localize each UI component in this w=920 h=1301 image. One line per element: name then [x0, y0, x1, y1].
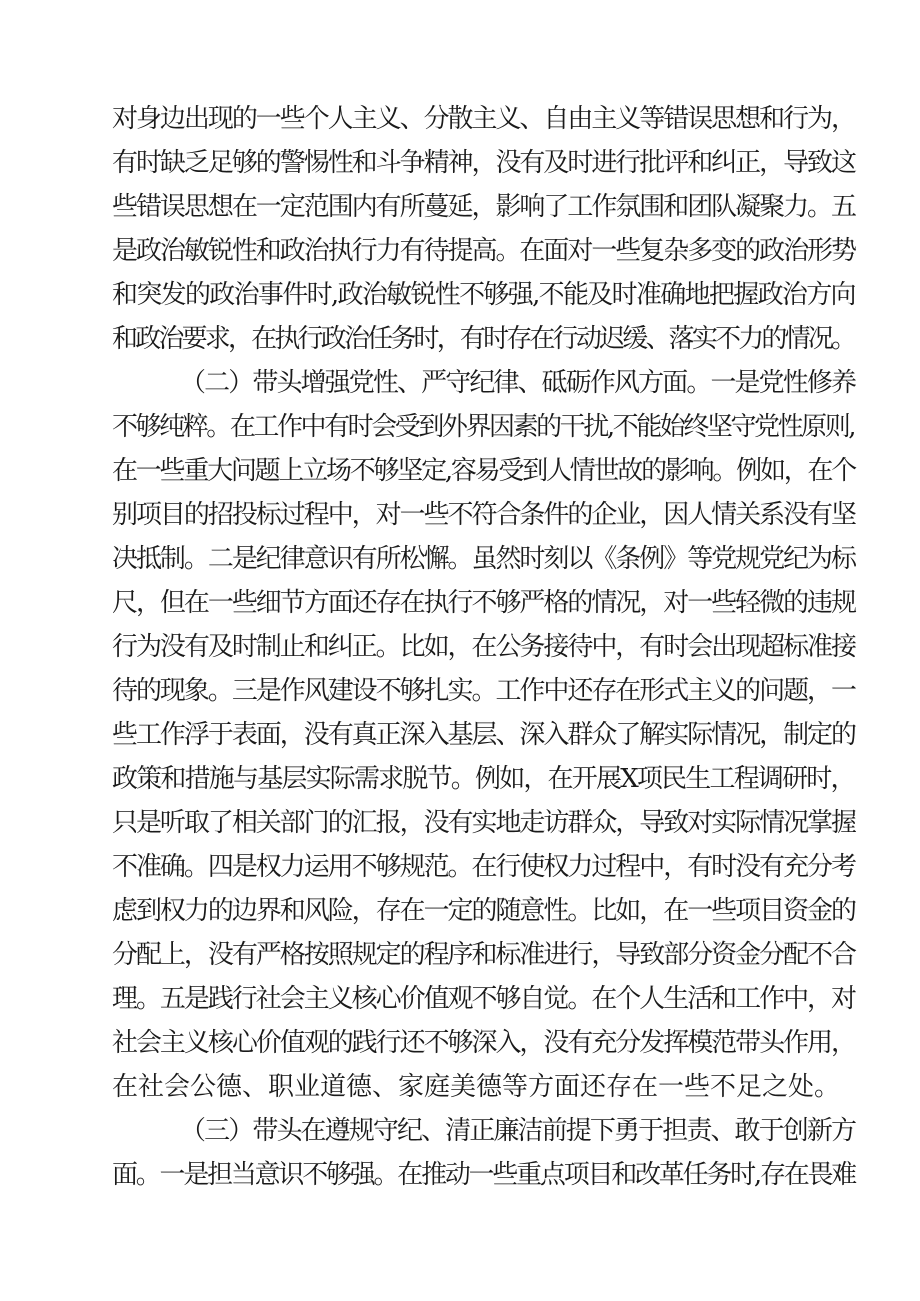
text-line: 不准确。四是权力运用不够规范。在行使权力过程中，有时没有充分考 — [112, 852, 855, 882]
text-line: 虑到权力的边界和风险，存在一定的随意性。比如，在一些项目资金的 — [112, 896, 855, 926]
text-line: 政策和措施与基层实际需求脱节。例如，在开展X项民生工程调研时， — [112, 764, 855, 794]
text-line: 在一些重大问题上立场不够坚定,容易受到人情世故的影响。例如，在个 — [112, 456, 856, 486]
text-line: 些错误思想在一定范围内有所蔓延，影响了工作氛围和团队凝聚力。五 — [112, 192, 855, 222]
text-line: 和突发的政治事件时,政治敏锐性不够强,不能及时准确地把握政治方向 — [112, 280, 855, 310]
text-line: 有时缺乏足够的警惕性和斗争精神，没有及时进行批评和纠正，导致这 — [112, 148, 855, 178]
text-line: 决抵制。二是纪律意识有所松懈。虽然时刻以《条例》等党规党纪为标 — [112, 544, 855, 574]
text-line: 些工作浮于表面，没有真正深入基层、深入群众了解实际情况，制定的 — [112, 720, 855, 750]
text-line: 尺，但在一些细节方面还存在执行不够严格的情况，对一些轻微的违规 — [112, 588, 855, 618]
text-line: 是政治敏锐性和政治执行力有待提高。在面对一些复杂多变的政治形势 — [112, 236, 855, 266]
text-line: 面。一是担当意识不够强。在推动一些重点项目和改革任务时,存在畏难 — [112, 1160, 856, 1190]
text-line: 只是听取了相关部门的汇报，没有实地走访群众，导致对实际情况掌握 — [112, 808, 855, 838]
text-line: 理。五是践行社会主义核心价值观不够自觉。在个人生活和工作中，对 — [112, 984, 855, 1014]
text-line: 分配上，没有严格按照规定的程序和标准进行，导致部分资金分配不合 — [112, 940, 855, 970]
text-line: 别项目的招投标过程中，对一些不符合条件的企业，因人情关系没有坚 — [112, 500, 855, 530]
text-line: 对身边出现的一些个人主义、分散主义、自由主义等错误思想和行为， — [112, 104, 855, 134]
text-line: 待的现象。三是作风建设不够扎实。工作中还存在形式主义的问题，一 — [112, 676, 855, 706]
text-line: 在社会公德、职业道德、家庭美德等方面还存在一些不足之处。 — [112, 1072, 841, 1102]
section-heading-3: （三）带头在遵规守纪、清正廉洁前提下勇于担责、敢于创新方 — [180, 1116, 856, 1146]
text-line: 不够纯粹。在工作中有时会受到外界因素的干扰,不能始终坚守党性原则, — [112, 412, 855, 442]
text-line: 行为没有及时制止和纠正。比如，在公务接待中，有时会出现超标准接 — [112, 632, 855, 662]
section-heading-2: （二）带头增强党性、严守纪律、砥砺作风方面。一是党性修养 — [180, 368, 856, 398]
text-line: 和政治要求，在执行政治任务时，有时存在行动迟缓、落实不力的情况。 — [112, 324, 855, 354]
text-line: 社会主义核心价值观的践行还不够深入，没有充分发挥模范带头作用， — [112, 1028, 855, 1058]
